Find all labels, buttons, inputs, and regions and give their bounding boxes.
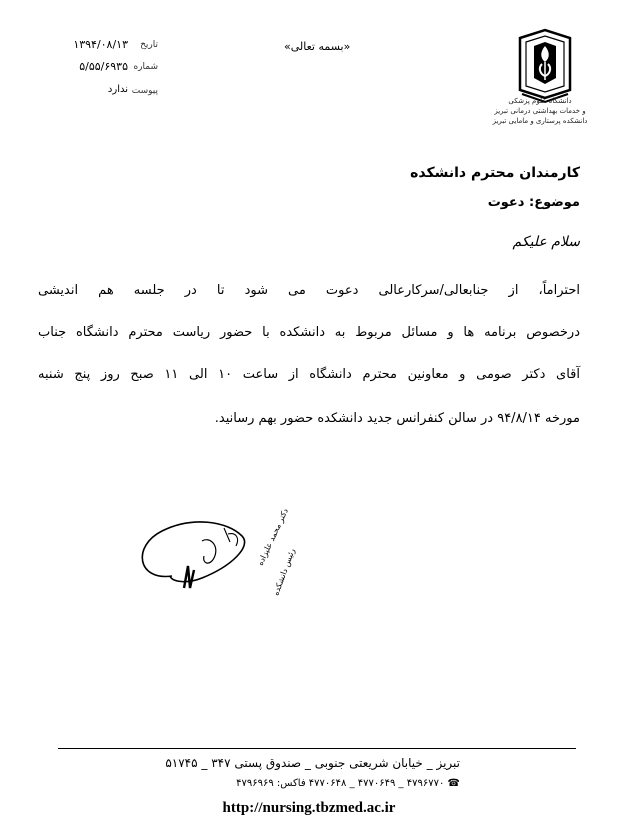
logo-caption-line: و خدمات بهداشتی درمانی تبریز	[494, 107, 586, 115]
attachment-value: ندارد	[107, 84, 128, 95]
logo-caption-line: دانشگاه علوم پزشکی	[508, 97, 572, 105]
body-paragraph-line: احتراماً، از جنابعالی/سرکارعالی دعوت می شود تا در جلسه هم اندیشی	[38, 283, 580, 298]
logo-caption	[490, 96, 590, 126]
date-value: ۱۳۹۴/۰۸/۱۳	[73, 38, 128, 51]
body-paragraph-line: مورخه ۹۴/۸/۱۴ در سالن کنفرانس جدید دانشکده حضور بهم رسانید.	[214, 411, 580, 426]
footer-phone-numbers: ۴۷۹۶۷۷۰ _ ۴۷۷۰۶۴۹ _ ۴۷۷۰۶۴۸ فاکس: ۴۷۹۶۹۶۹	[236, 778, 445, 789]
footer-address: تبریز _ خیابان شریعتی جنوبی _ صندوق پستی ۳۴۷ _ ۵۱۷۴۵	[165, 756, 460, 770]
attachment-label: پیوست	[131, 86, 158, 96]
handwritten-signature	[132, 506, 297, 606]
phone-icon: ☎	[447, 778, 460, 789]
number-value: ۵/۵۵/۶۹۳۵	[79, 60, 128, 73]
attachment-row	[58, 84, 158, 100]
footer-divider	[58, 748, 576, 749]
date-label: تاریخ	[140, 40, 158, 50]
footer-website-link[interactable]: http://nursing.tbzmed.ac.ir	[222, 800, 396, 816]
body-paragraph-line: آقای دکتر صومی و معاونین محترم دانشگاه از ساعت ۱۰ الی ۱۱ صبح روز پنج شنبه	[38, 367, 580, 382]
bismillah-heading: «بسمه تعالی»	[284, 40, 351, 53]
subject-line: موضوع: دعوت	[487, 195, 580, 210]
number-row	[58, 60, 158, 76]
signature-name: دکتر محمد علیزاده	[255, 507, 290, 567]
date-row	[58, 38, 158, 54]
body-paragraph-line: درخصوص برنامه ها و مسائل مربوط به دانشکده با حضور ریاست محترم دانشگاه جناب	[38, 325, 580, 340]
signature-title: رئیس دانشکده	[271, 547, 297, 597]
recipient-heading: کارمندان محترم دانشکده	[410, 165, 580, 181]
logo-caption-line: دانشکده پرستاری و مامایی تبریز	[492, 117, 588, 125]
number-label: شماره	[133, 62, 158, 72]
footer-phones	[60, 778, 460, 789]
greeting-line: سلام علیکم	[512, 234, 580, 250]
